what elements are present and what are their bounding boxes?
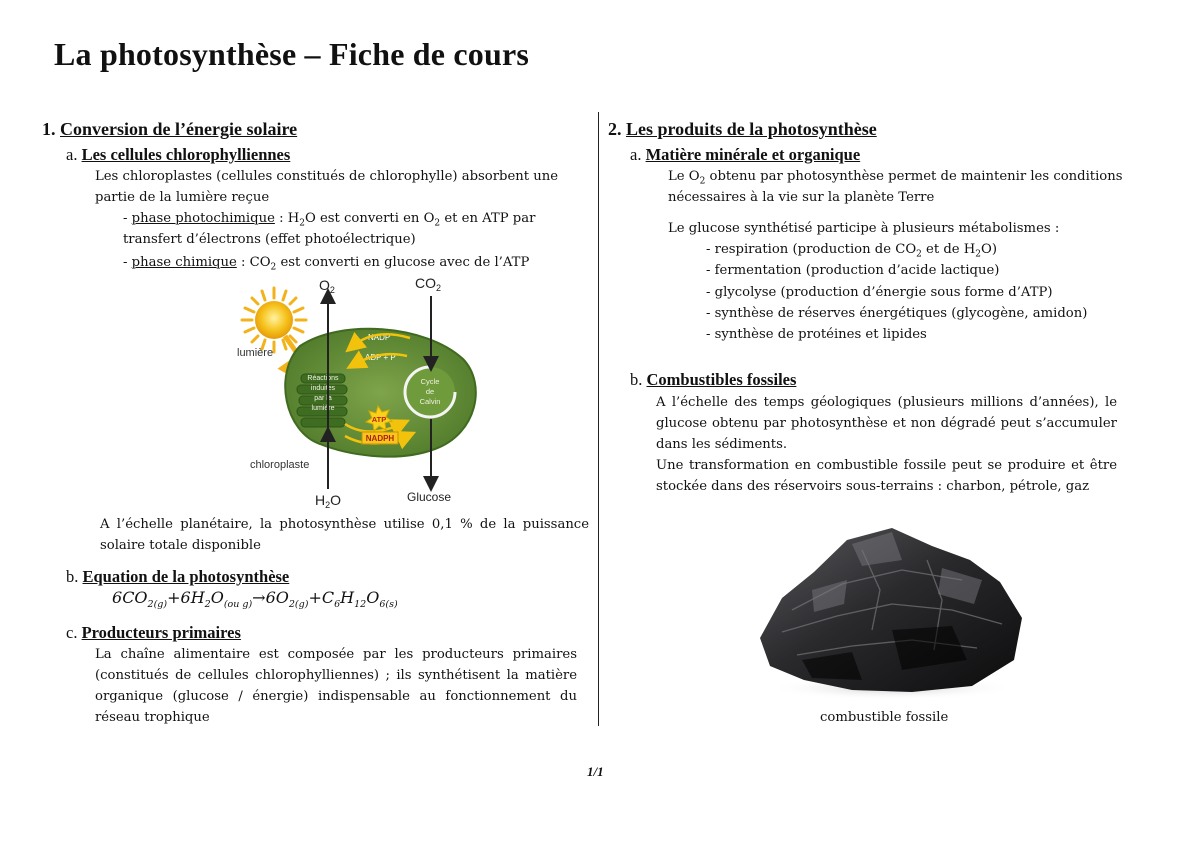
adp-label: ADP + P [365,353,396,362]
reactions-line-2: induites [310,385,336,392]
chloroplaste-label: chloroplaste [250,459,310,471]
coal-caption: combustible fossile [820,710,949,725]
atp-label: ATP [371,415,387,424]
nadp-label: NADP [368,333,391,342]
subsection-2a-heading: a. Matière minérale et organique [630,145,861,164]
page-title: La photosynthèse – Fiche de cours [54,36,530,72]
calvin-line-1: Cycle [420,377,440,386]
subsection-1a-heading: a. Les cellules chlorophylliennes [66,145,291,164]
photochemical-phase-item: - phase photochimique : $H_2O$ est converti en $O_2$ et en ATP par transfert d’électrons (effet photoélectrique) [123,211,536,247]
photosynthesis-equation: $6CO_{2(g)}+6H_2O_{(ou g)}\to 6O_{2(g)}+C_6H_{12}O_{6(s)}$ [112,588,398,611]
primary-producers-paragraph: La chaîne alimentaire est composée par les producteurs primaires (constitués de cellules chlorophylliennes) ; ils synthétisent la matière organique (glucose / énergie) indispensable au fonctionnement du réseau trophique [95,647,577,725]
metabolism-item-reserves: - synthèse de réserves énergétiques (glycogène, amidon) [706,306,1088,321]
metabolism-item-glycolysis: - glycolyse (production d’énergie sous forme d’ATP) [706,285,1053,300]
reactions-line-3: par la [314,395,332,402]
sun-icon [242,288,306,352]
glucose-label: Glucose [407,490,452,504]
chemical-phase-item: - phase chimique : $CO_2$ est converti en glucose avec de l’ATP [123,255,530,273]
calvin-line-3: Calvin [419,397,441,406]
metabolism-item-respiration: - respiration (production de $CO_2$ et de $H_2O$) [706,242,997,260]
h2o-label: $H_2O$ [315,492,342,510]
section-1-heading: 1. Conversion de l’énergie solaire [42,119,298,139]
metabolism-item-proteins: - synthèse de protéines et lipides [706,327,927,342]
fossil-fuel-paragraph-1: A l’échelle des temps géologiques (plusieurs millions d’années), le glucose obtenu par photosynthèse et non dégradé peut s’accumuler dans les sédiments. [656,395,1117,452]
oxygen-paragraph: Le $O_2$ obtenu par photosynthèse permet de maintenir les conditions nécessaires à la vie sur la planète Terre [668,169,1123,205]
lumiere-label: lumière [237,347,274,359]
subsection-2b-heading: b. Combustibles fossiles [630,370,797,389]
section-2-heading: 2. Les produits de la photosynthèse [608,119,877,139]
co2-label: $CO_2$ [415,275,442,293]
reactions-line-4: lumière [311,405,335,412]
coal-image [752,520,1032,702]
metabolism-item-fermentation: - fermentation (production d’acide lactique) [706,263,1000,278]
reactions-line-1: Réactions [307,375,339,382]
chloroplast-diagram [225,274,495,514]
planet-paragraph: A l’échelle planétaire, la photosynthèse utilise 0,1 % de la puissance solaire totale disponible [100,517,589,553]
fossil-fuel-paragraph-2: Une transformation en combustible fossile peut se produire et être stockée dans des réservoirs sous-terrains : charbon, pétrole, gaz [656,458,1117,494]
column-divider [598,112,599,726]
subsection-1c-heading: c. Producteurs primaires [66,623,241,642]
calvin-line-2: de [425,387,435,396]
chloroplast-paragraph: Les chloroplastes (cellules constitués de chlorophylle) absorbent une partie de la lumière reçue [95,169,559,205]
subsection-1b-heading: b. Equation de la photosynthèse [66,567,290,586]
glucose-intro: Le glucose synthétisé participe à plusieurs métabolismes : [668,221,1060,236]
o2-label: $O_2$ [319,277,335,295]
nadph-label: NADPH [365,434,395,443]
page-number: 1/1 [587,764,604,779]
